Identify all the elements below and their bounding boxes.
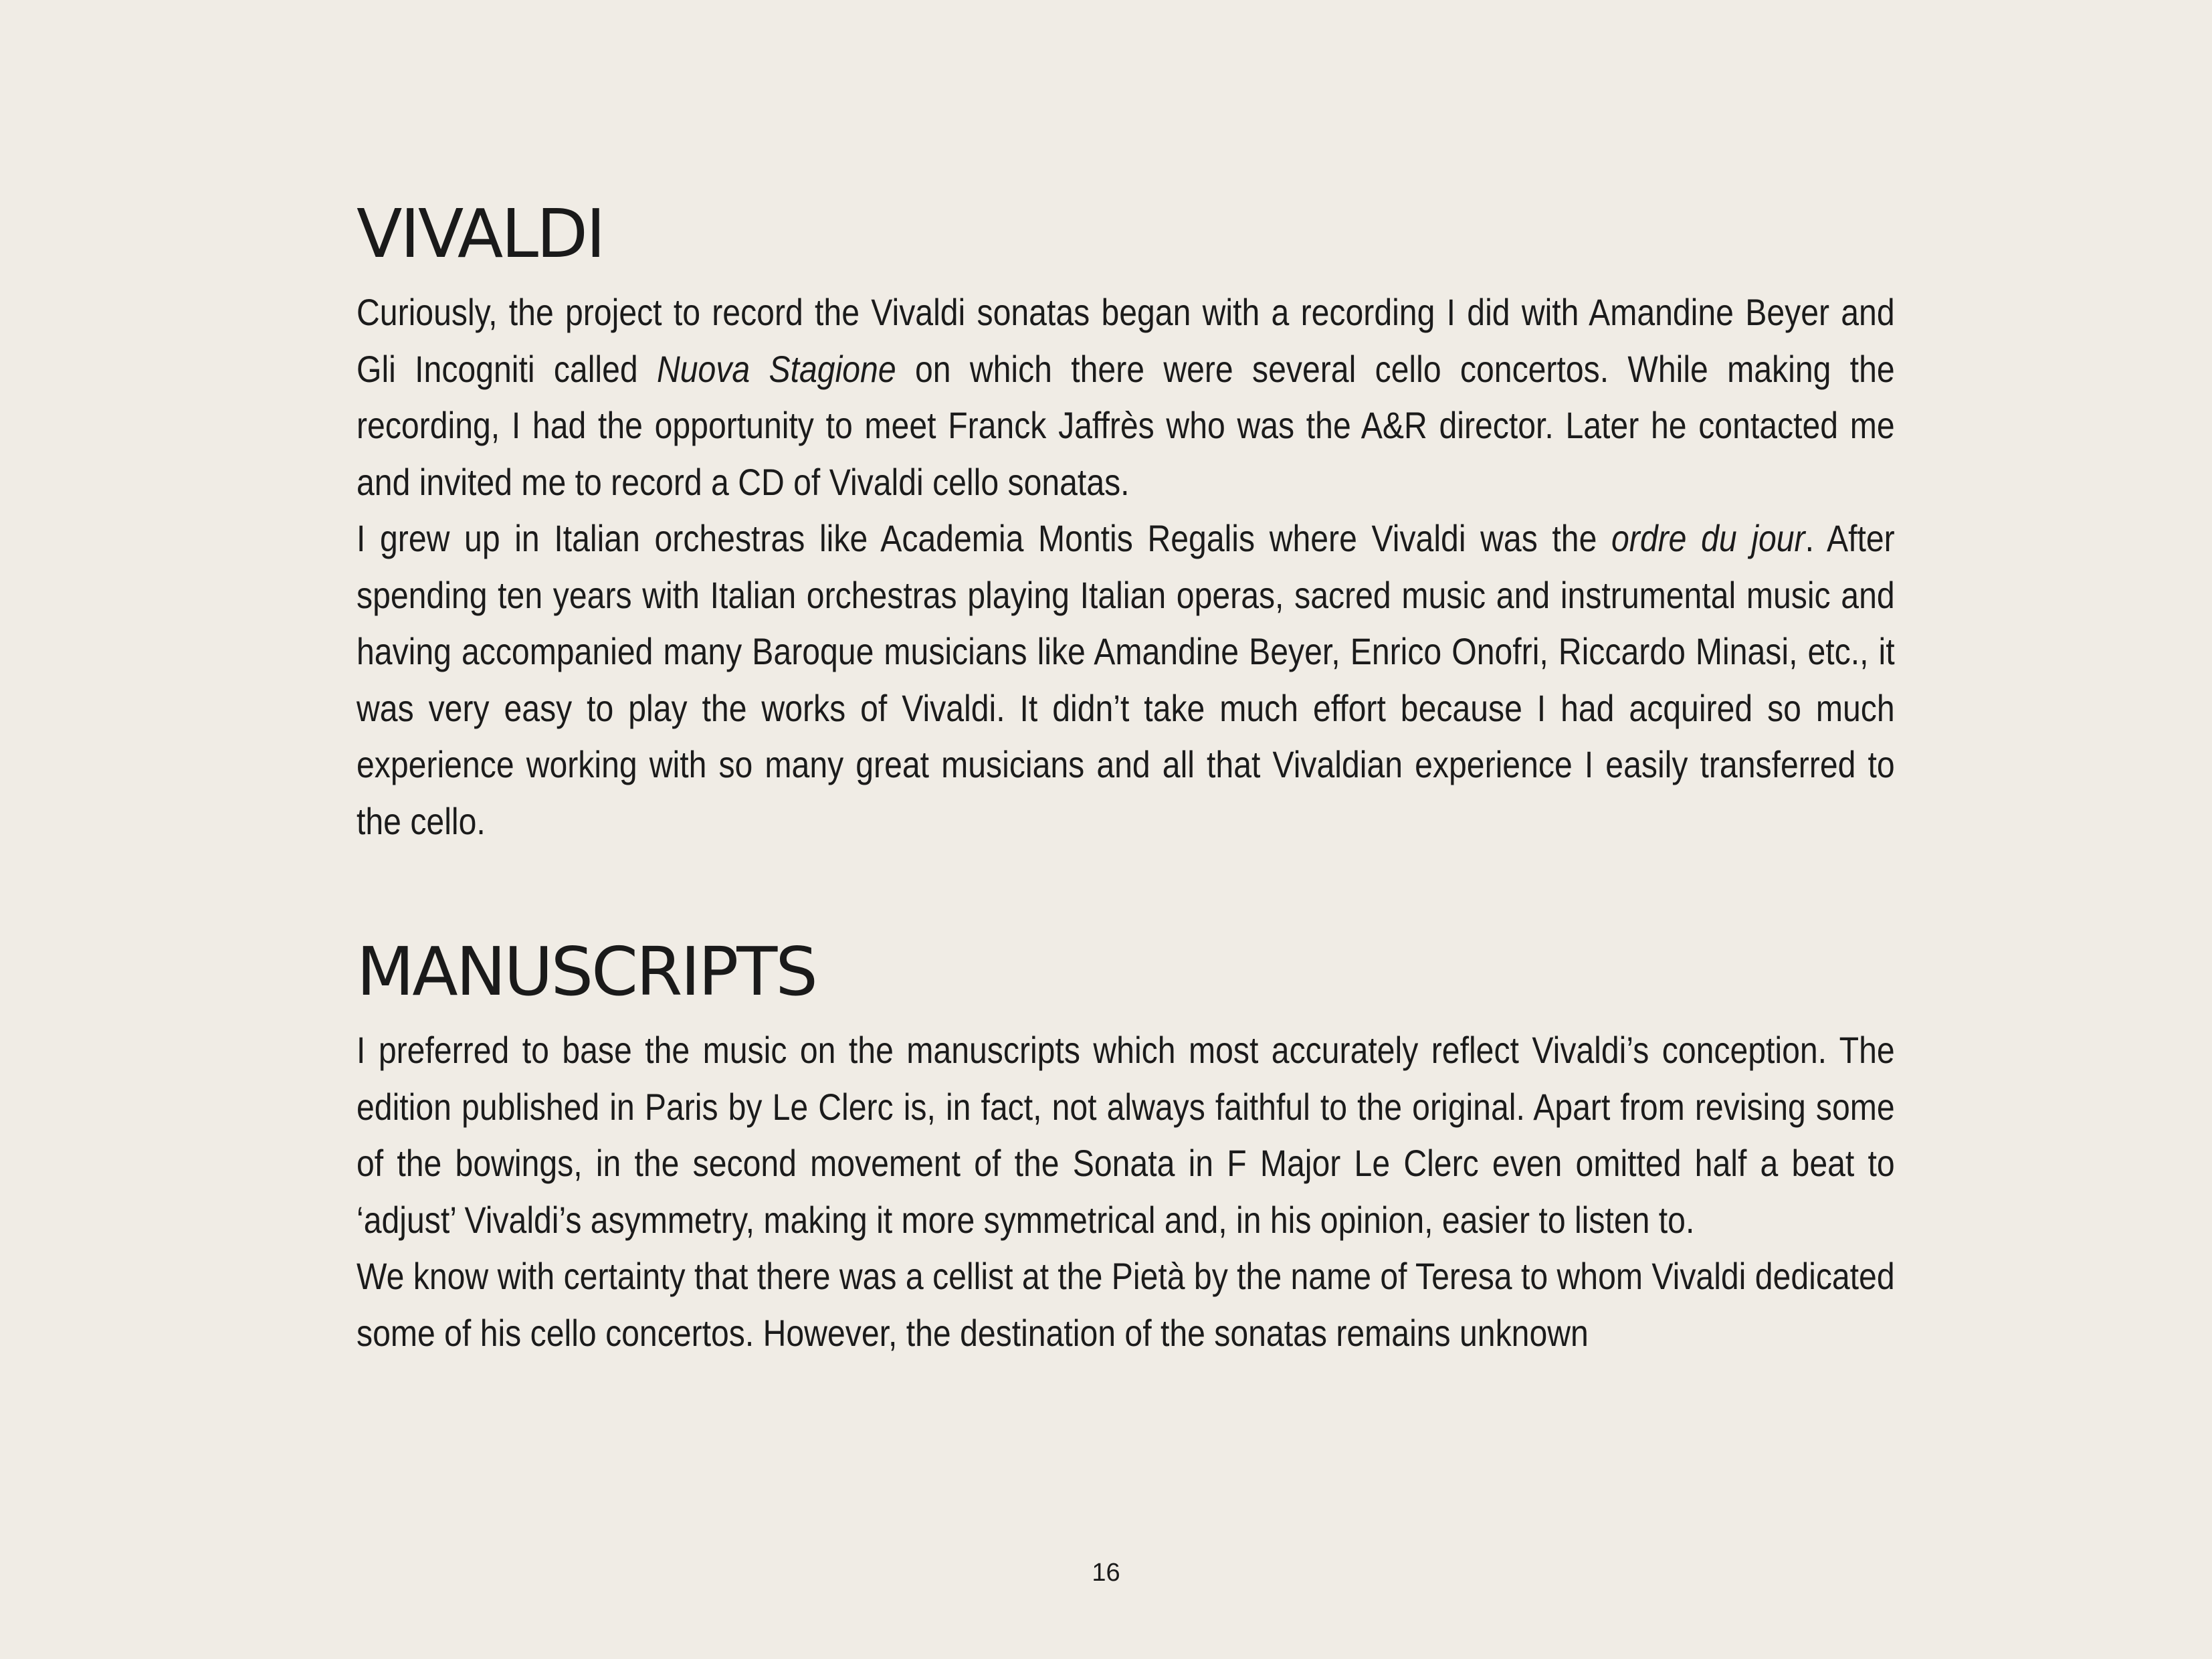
manuscripts-paragraph-1: I preferred to base the music on the manuscripts which most accurately reflect Vivaldi’s conception. The edition published in Paris by Le Clerc is, in fact, not always faithful to the original. Apart from revising some of the bowings, in the second movement of the Sonata in F Major Le Clerc even omitted half a beat to ‘adjust’ Vivaldi’s asymmetry, making it more symmetrical and, in his opinion, easier to listen to. <box>357 1029 1895 1241</box>
section-spacer <box>357 850 1895 929</box>
text-run: I grew up in Italian orchestras like Academia Montis Regalis where Vivaldi was the <box>357 517 1612 559</box>
text-run: on which there were several cello concertos. While making the recording, I had the opportunity to meet Franck Jaffrès who was the A&R director. Later he contacted me and invited me to record a CD of Vivaldi cello sonatas. <box>357 347 1895 503</box>
section-heading-vivaldi: VIVALDI <box>357 195 604 273</box>
vivaldi-paragraph-1 <box>357 284 1895 510</box>
section-heading-manuscripts: MANUSCRIPTS <box>357 933 816 1011</box>
vivaldi-paragraph-2 <box>357 510 1895 850</box>
page-content <box>357 191 1895 1361</box>
text-run: . After spending ten years with Italian orchestras playing Italian operas, sacred music and instrumental music and having accompanied many Baroque musicians like Amandine Beyer, Enrico Onofri, Riccardo Minasi, etc., it was very easy to play the works of Vivaldi. It didn’t take much effort because I had acquired so much experience working with so many great musicians and all that Vivaldian experience I easily transferred to the cello. <box>357 517 1895 842</box>
italic-phrase: ordre du jour <box>1611 517 1805 559</box>
manuscripts-paragraph-2: We know with certainty that there was a cellist at the Pietà by the name of Teresa to whom Vivaldi dedicated some of his cello concertos. However, the destination of the sonatas remains unknown <box>357 1255 1895 1354</box>
page-number: 16 <box>1092 1559 1120 1587</box>
text-run: Curiously, the project to record the Vivaldi sonatas began with a recording I did with Amandine Beyer and Gli Incogniti called <box>357 291 1895 390</box>
italic-title: Nuova Stagione <box>656 347 896 390</box>
